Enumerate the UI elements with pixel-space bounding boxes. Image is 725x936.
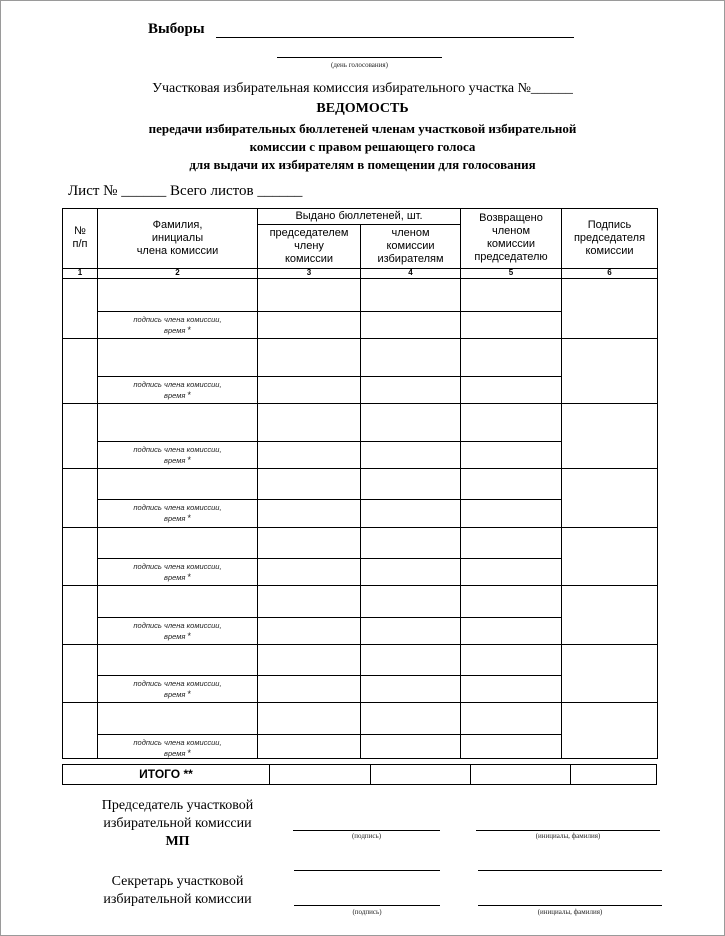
document-title: ВЕДОМОСТЬ bbox=[316, 101, 409, 116]
col-name-header: Фамилия, инициалы члена комиссии bbox=[136, 219, 219, 257]
col-returned-header: Возвращено членом комиссии председателю bbox=[474, 212, 548, 263]
col-number-5: 5 bbox=[508, 268, 514, 277]
col-number-1: 1 bbox=[77, 268, 83, 277]
elections-label: Выборы bbox=[148, 21, 205, 37]
document-subtitle-3: для выдачи их избирателям в помещении для голосования bbox=[189, 157, 536, 172]
secretary-top-line-1[interactable] bbox=[294, 870, 440, 871]
col-number-3: 3 bbox=[306, 268, 312, 277]
col-issued-group-header: Выдано бюллетеней, шт. bbox=[295, 210, 423, 222]
voting-day-hint: (день голосования) bbox=[331, 61, 388, 69]
chairman-signature-hint: (подпись) bbox=[351, 832, 382, 840]
chairman-name-line[interactable] bbox=[476, 830, 660, 831]
col-no-header: № п/п bbox=[72, 225, 88, 250]
chairman-label: Председатель участковой избирательной комиссии МП bbox=[80, 797, 275, 851]
stamp-place-label: МП bbox=[165, 834, 190, 849]
signature-hint-row-8: подпись члена комиссии, время * bbox=[133, 738, 222, 758]
chairman-name-hint: (инициалы, фамилия) bbox=[535, 832, 601, 840]
col-signature-header: Подпись председателя комиссии bbox=[573, 219, 646, 257]
signature-hint-row-6: подпись члена комиссии, время * bbox=[133, 621, 222, 641]
document-subtitle-2: комиссии с правом решающего голоса bbox=[249, 139, 476, 154]
secretary-top-line-2[interactable] bbox=[478, 870, 662, 871]
col-issued-member-header: членом комиссии избирателям bbox=[377, 227, 444, 265]
signature-hint-row-1: подпись члена комиссии, время * bbox=[133, 315, 222, 335]
total-label: ИТОГО ** bbox=[139, 767, 193, 781]
signature-hint-row-4: подпись члена комиссии, время * bbox=[133, 503, 222, 523]
sheet-line: Лист № ______ Всего листов ______ bbox=[68, 183, 303, 199]
signature-hint-row-5: подпись члена комиссии, время * bbox=[133, 562, 222, 582]
secretary-name-hint: (инициалы, фамилия) bbox=[537, 908, 603, 916]
signature-hint-row-2: подпись члена комиссии, время * bbox=[133, 380, 222, 400]
document-subtitle-1: передачи избирательных бюллетеней членам участковой избирательной bbox=[148, 121, 577, 136]
commission-line: Участковая избирательная комиссия избирательного участка №______ bbox=[152, 81, 573, 96]
signature-hint-row-7: подпись члена комиссии, время * bbox=[133, 679, 222, 699]
col-number-4: 4 bbox=[408, 268, 413, 277]
signature-hint-row-3: подпись члена комиссии, время * bbox=[133, 445, 222, 465]
chairman-signature-line[interactable] bbox=[293, 830, 440, 831]
secretary-signature-hint: (подпись) bbox=[352, 908, 382, 916]
secretary-name-line[interactable] bbox=[478, 905, 662, 906]
col-number-6: 6 bbox=[607, 268, 612, 277]
secretary-label: Секретарь участковой избирательной комиссии bbox=[103, 874, 252, 907]
secretary-signature-line[interactable] bbox=[294, 905, 440, 906]
col-number-2: 2 bbox=[175, 268, 180, 277]
col-issued-chair-header: председателем члену комиссии bbox=[269, 227, 349, 265]
